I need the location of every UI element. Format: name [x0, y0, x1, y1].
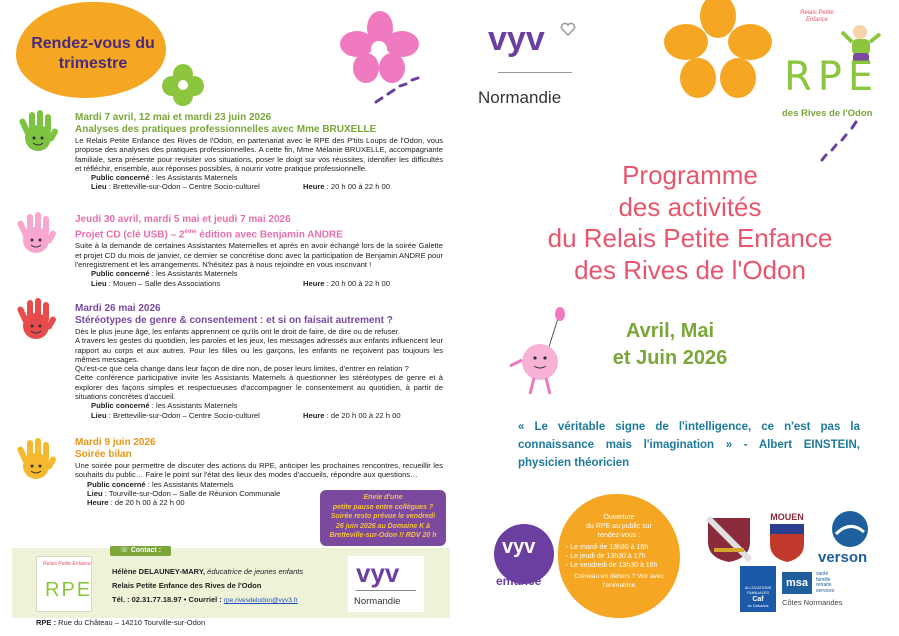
rpe-letters: RPE — [784, 54, 880, 100]
heart-icon — [560, 22, 576, 36]
vyv-enfance-label: enfance — [496, 574, 542, 588]
program-title: Programme des activités du Relais Petite Enfance des Rives de l'Odon — [547, 160, 833, 285]
event-title: Analyses des pratiques professionnelles avec Mme BRUXELLE — [75, 124, 377, 135]
heure-value: 20 h 00 à 22 h 00 — [330, 278, 390, 288]
rpe-small-logo: Relais Petite Enfance RPE — [36, 556, 92, 612]
yellow-hand-icon — [14, 436, 58, 482]
event-description: Dès le plus jeune âge, les enfants apprennent ce qu'ils ont le droit de faire, de dire ou de refuser. — [75, 327, 400, 336]
orange-flower-icon — [664, 0, 772, 100]
pink-hand-icon — [14, 210, 58, 256]
heure-value: de 20 h 00 à 22 h 00 — [114, 498, 185, 508]
event-4: Mardi 9 juin 2026 Soirée bilan Une soirée pour permettre de discuter des actions du RPE, anticiper les prochaines rencontres, recueillir les souhaits du public… Faire le point sur l'état des lieux des modes d'accueils, répondre aux questions… Public concerné : les Assistants Maternels Lieu : Tourville-sur-Odon – Salle de Réunion Communale Heure : de 20 h 00 à 22 h 00 — [75, 437, 443, 508]
event-2: Jeudi 30 avril, mardi 5 mai et jeudi 7 mai 2026 Projet CD (clé USB) – 2ème édition avec Benjamin ANDRE Suite à la demande de certaines Assistantes Maternelles et après en avoir échangé lors de la soirée Galette et projet CD du mois de janvier, ce dernier se concrétise donc avec la participation de Benjamin ANDRE pour l'enregistrement et les arrangements. N'hésitez pas à nous rejoindre en vous inscrivant ! Public concerné : les Assistants Maternels Lieu : Mouen – Salle des Associations Heure : 20 h 00 à 22 h 00 — [75, 214, 443, 288]
event-description: A travers les gestes du quotidien, les paroles et les jeux, les messages adressés aux enfants influencent leur rapport au corps et aux autres. Pour les filles ou les garçons, les enfants ne reçoivent pas toujours les mêmes messages. — [75, 336, 443, 364]
address-line: RPE : Rue du Château – 14210 Tourville-sur-Odon — [36, 618, 206, 627]
event-title: Projet CD (clé USB) – 2ème édition avec Benjamin ANDRE — [75, 229, 343, 241]
callout-line: Envie d'une — [363, 494, 403, 501]
event-1: Mardi 7 avril, 12 mai et mardi 23 juin 2026 Analyses des pratiques professionnelles avec Mme BRUXELLE Le Relais Petite Enfance des Rives de l'Odon, en partenariat avec le RPE des P'tits Loups de l'Odon, vous propose des analyses des pratiques professionnelles. A cette fin, Mme Mélanie BRUXELLE, accompagnante familiale, sera présente pour revisiter vos situations, poser le doigt sur vos réussites, identifier les difficultés et réfléchir, ensemble, aux réponses possibles, à nourrir votre pratique professionnelle. Public concerné : les Assistants Maternels Lieu : Bretteville-sur-Odon – Centre Socio-culturel Heure : 20 h 00 à 22 h 00 — [75, 112, 443, 192]
callout-line: petite pause entre collègues ? — [332, 503, 434, 511]
public-label: Public concerné — [87, 479, 146, 489]
event-3: Mardi 26 mai 2026 Stéréotypes de genre & consentement : et si on faisait autrement ? Dès le plus jeune âge, les enfants apprennent ce qu'ils ont le droit de faire, de dire ou de refuser. A travers les gestes du quotidien, les paroles et les jeux, les messages adressés aux enfants influencent leur rapport au corps et aux autres. Pour les filles ou les garçons, les enfants ne reçoivent pas toujours les mêmes messages. Qu'est-ce que cela change dans leur façon de dire non, de poser leurs limites, d'entrer en relation ? Cette conférence participative invite les Assistants Maternels à questionner les stéréotypes de genre et à explorer des façons simples et respectueuses d'accompagner le consentement au quotidien, à partir de situations concrètes d'accueil. Public concerné : les Assistants Maternels Lieu : Bretteville-sur-Odon – Centre Socio-culturel Heure : de 20 h 00 à 22 h 00 — [75, 303, 443, 420]
lieu-value: Mouen – Salle des Associations — [112, 278, 221, 288]
balloon-character-icon — [504, 306, 578, 398]
lieu-label: Lieu — [91, 278, 107, 288]
event-description: Le Relais Petite Enfance des Rives de l'Odon, en partenariat avec le RPE des P'tits Loups de l'Odon, vous propose des analyses des pratiques professionnelles. A cette fin, Mme Mélanie BRUXELLE, accompagnante familiale, sera présente pour revisiter vos situations, poser le doigt sur vos réussites, identifier les difficultés et réfléchir, ensemble, aux réponses possibles, à nourrir votre pratique professionnelle. — [75, 136, 443, 173]
heure-value: 20 h 00 à 22 h 00 — [330, 182, 390, 192]
msa-logo: msa santé famille retraite services Côtes Normandes — [782, 571, 843, 607]
event-description: Une soirée pour permettre de discuter des actions du RPE, anticiper les prochaines rencontres, recueillir les souhaits du public… Faire le point sur l'état des lieux des modes d'accueils, répondre aux questions… — [75, 461, 443, 480]
public-label: Public concerné — [91, 173, 150, 183]
event-description: Suite à la demande de certaines Assistantes Maternelles et après en avoir échangé lors de la soirée Galette et projet CD du mois de janvier, ce dernier se concrétise donc avec la participation de Benjamin ANDRE pour l'enregistrement et les arrangements. N'hésitez pas à nous rejoindre en vous inscrivant ! — [75, 241, 443, 269]
lieu-value: Bretteville-sur-Odon – Centre Socio-culturel — [112, 410, 260, 420]
period-title: Avril, Mai et Juin 2026 — [612, 320, 728, 369]
heure-label: Heure — [303, 278, 325, 288]
opening-note: Créneau en dehors ? Voir avec l'animatrice — [574, 573, 664, 590]
public-value: les Assistants Maternels — [152, 479, 234, 489]
logo-divider — [498, 72, 572, 73]
public-label: Public concerné — [91, 401, 150, 411]
vyv-logo: vyv — [488, 20, 545, 58]
vyv-normandie-small-logo: vyv Normandie — [348, 556, 424, 612]
opening-hours-list — [566, 543, 672, 571]
municipal-crest-icon — [704, 514, 754, 564]
contact-org: Relais Petite Enfance des Rives de l'Odon — [112, 581, 262, 590]
normandie-label: Normandie — [478, 88, 562, 107]
event-description: Cette conférence participative invite les Assistants Maternels à questionner les stéréotypes de genre et à explorer des façons simples et respectueuses d'accompagner le consentement au quotidien, à partir de situations concrètes d'accueil. — [75, 373, 443, 402]
contact-details: Hélène DELAUNEY-MARY, éducatrice de jeunes enfants Relais Petite Enfance des Rives de l'Odon Tél. : 02.31.77.18.97 • Courriel : rpe.rivesdelodon@vyv3.fr — [112, 567, 304, 604]
opening-slot: - Le vendredi de 13h30 à 16h — [566, 561, 672, 570]
lieu-label: Lieu — [91, 182, 107, 192]
callout-line: Bretteville-sur-Odon !! RDV 20 h — [329, 532, 437, 539]
callout-line: 26 juin 2026 au Domaine K à — [335, 522, 431, 530]
lieu-label: Lieu — [91, 410, 107, 420]
opening-slot: - Le mardi de 13h30 à 16h — [566, 543, 672, 552]
pink-flower-icon — [340, 10, 420, 84]
lieu-label: Lieu — [87, 488, 103, 498]
event-description: Qu'est-ce que cela change dans leur façon de dire non, de poser leurs limites, d'entrer en relation ? — [75, 364, 409, 374]
green-clover-icon — [160, 62, 206, 108]
verson-logo: verson — [814, 510, 890, 572]
page-title: Rendez-vous du trimestre — [31, 35, 155, 72]
heure-label: Heure — [303, 410, 325, 420]
event-title: Stéréotypes de genre & consentement : et si on faisait autrement ? — [75, 315, 393, 326]
public-value: les Assistants Maternels — [156, 269, 238, 279]
heure-label: Heure — [87, 498, 109, 508]
heure-value: de 20 h 00 à 22 h 00 — [330, 410, 401, 420]
heure-label: Heure — [303, 182, 325, 192]
opening-hours: Ouverture du RPE au public sur rendez-vous : - Le mardi de 13h30 à 16h - Le jeudi de 13h30 à 17h - Le vendredi de 13h30 à 16h Créneau en dehors ? Voir avec l'animatrice — [566, 513, 672, 591]
rpe-logo-arc: Relais Petite Enfance — [800, 10, 834, 23]
event-date: Mardi 7 avril, 12 mai et mardi 23 juin 2026 — [75, 112, 272, 123]
rpe-logo — [778, 8, 898, 120]
mouen-crest-icon — [764, 522, 810, 562]
event-title: Soirée bilan — [75, 449, 132, 460]
einstein-quote: « Le véritable signe de l'intelligence, ce n'est pas la connaissance mais l'imagination » - Albert EINSTEIN, physicien théoricien — [518, 421, 860, 469]
vyv-enfance-logo: vyv — [494, 524, 554, 584]
mouen-logo: MOUEN — [764, 512, 810, 564]
red-hand-icon — [14, 296, 58, 342]
rpe-subtitle: des Rives de l'Odon — [782, 108, 873, 119]
lieu-value: Bretteville-sur-Odon – Centre Socio-culturel — [112, 182, 260, 192]
contact-tag: ☏ Contact : — [110, 546, 171, 556]
public-value: les Assistants Maternels — [156, 173, 238, 183]
opening-slot: - Le jeudi de 13h30 à 17h — [566, 552, 672, 561]
caf-logo: ALLOCATIONS FAMILIALES Caf du Calvados — [740, 566, 776, 612]
event-date: Jeudi 30 avril, mardi 5 mai et jeudi 7 mai 2026 — [75, 214, 291, 225]
event-date: Mardi 9 juin 2026 — [75, 437, 156, 448]
verson-emblem-icon — [830, 510, 870, 548]
callout-line: Soirée resto prévue le vendredi — [330, 513, 436, 520]
contact-name: Hélène DELAUNEY-MARY, — [112, 567, 206, 576]
green-hand-icon — [16, 108, 60, 154]
petite-pause-callout — [320, 490, 446, 546]
contact-email-link[interactable]: rpe.rivesdelodon@vyv3.fr — [223, 597, 298, 604]
event-date: Mardi 26 mai 2026 — [75, 303, 161, 314]
public-value: les Assistants Maternels — [156, 401, 238, 411]
lieu-value: Tourville-sur-Odon – Salle de Réunion Communale — [108, 488, 281, 498]
contact-phone[interactable]: 02.31.77.18.97 — [131, 595, 182, 604]
public-label: Public concerné — [91, 269, 150, 279]
confetti-decoration — [368, 74, 428, 108]
contact-role: éducatrice de jeunes enfants — [207, 567, 304, 576]
